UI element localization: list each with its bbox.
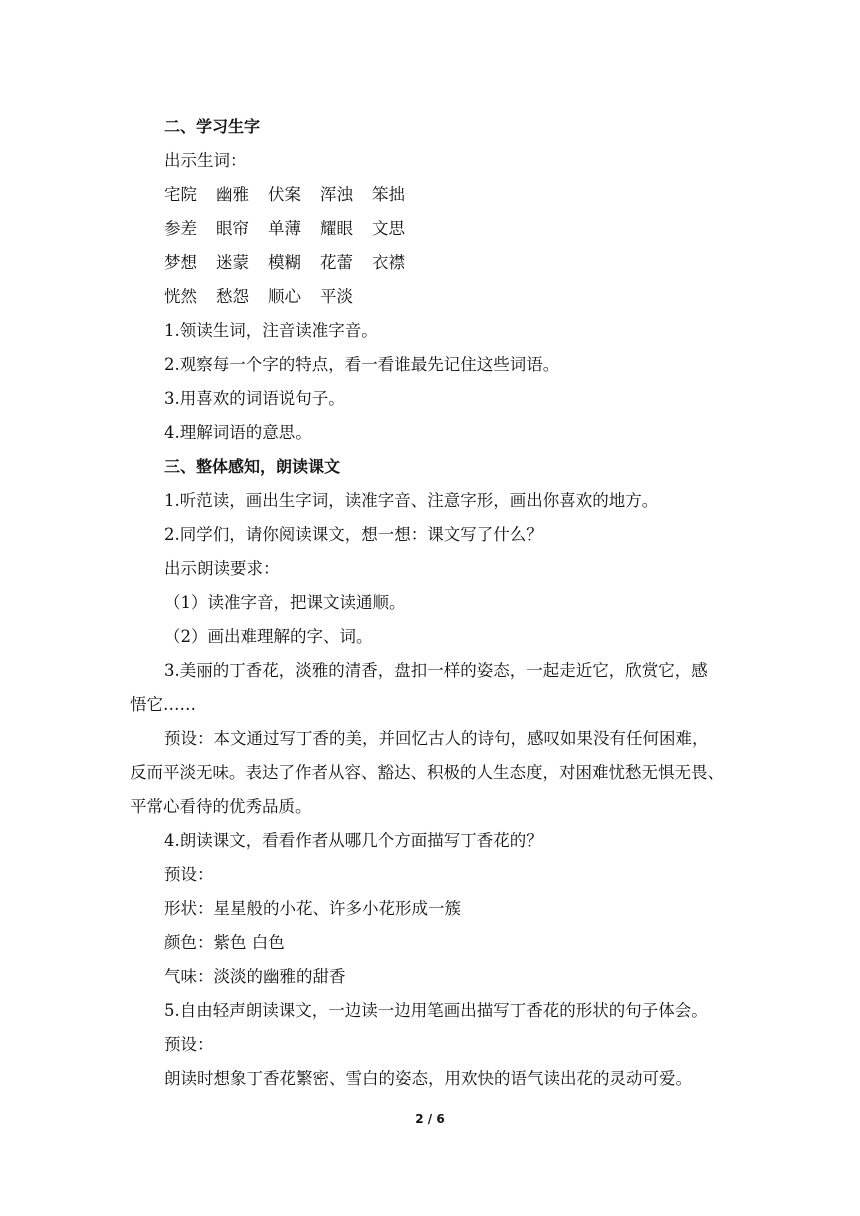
step-item: 4.朗读课文，看看作者从哪几个方面描写丁香花的？ (164, 831, 543, 850)
reading-requirements-label: 出示朗读要求： (164, 559, 280, 578)
reading-tip: 朗读时想象丁香花繁密、雪白的姿态，用欢快的语气读出花的灵动可爱。 (164, 1069, 692, 1088)
vocab-word: 顺心 (268, 287, 301, 306)
smell-description: 气味：淡淡的幽雅的甜香 (164, 967, 346, 986)
preset-label: 预设： (164, 1035, 214, 1054)
requirement-item: （1）读准字音，把课文读通顺。 (164, 593, 406, 612)
vocab-word: 宅院 (164, 185, 197, 204)
word-row (164, 178, 734, 212)
vocab-word: 幽雅 (216, 185, 249, 204)
preset-label: 预设： (164, 865, 214, 884)
preset-paragraph-line: 反而平淡无味。表达了作者从容、豁达、积极的人生态度，对困难忧愁无惧无畏、 (130, 763, 724, 782)
step-item: 2.同学们，请你阅读课文，想一想：课文写了什么？ (164, 525, 543, 544)
vocab-word: 参差 (164, 219, 197, 238)
vocab-word: 伏案 (268, 185, 301, 204)
vocab-word: 迷蒙 (216, 253, 249, 272)
vocab-word: 笨拙 (372, 185, 405, 204)
step-item-continuation: 悟它…… (130, 695, 196, 714)
vocab-word: 文思 (372, 219, 405, 238)
step-item: 4.理解词语的意思。 (164, 423, 312, 442)
requirement-item: （2）画出难理解的字、词。 (164, 627, 373, 646)
page-number: 2 / 6 (415, 1112, 445, 1126)
vocab-word: 花蕾 (320, 253, 353, 272)
word-row (164, 212, 734, 246)
vocab-word: 浑浊 (320, 185, 353, 204)
vocab-word: 耀眼 (320, 219, 353, 238)
step-item: 1.听范读，画出生字词，读准字音、注意字形，画出你喜欢的地方。 (164, 491, 659, 510)
word-row (164, 280, 734, 314)
vocab-word: 模糊 (268, 253, 301, 272)
word-row (164, 246, 734, 280)
color-description: 颜色：紫色 白色 (164, 933, 285, 952)
vocab-word: 衣襟 (372, 253, 405, 272)
step-item: 3.用喜欢的词语说句子。 (164, 389, 345, 408)
preset-paragraph-line: 预设：本文通过写丁香的美，并回忆古人的诗句，感叹如果没有任何困难， (164, 729, 709, 748)
show-words-label: 出示生词： (164, 151, 247, 170)
step-item: 5.自由轻声朗读课文，一边读一边用笔画出描写丁香花的形状的句子体会。 (164, 1001, 708, 1020)
step-item-line: 3.美丽的丁香花，淡雅的清香，盘扣一样的姿态，一起走近它，欣赏它，感 (164, 661, 708, 680)
vocab-word: 单薄 (268, 219, 301, 238)
preset-paragraph-line: 平常心看待的优秀品质。 (130, 797, 312, 816)
step-item: 1.领读生词，注音读准字音。 (164, 321, 378, 340)
vocab-word: 梦想 (164, 253, 197, 272)
shape-description: 形状：星星般的小花、许多小花形成一簇 (164, 899, 461, 918)
vocab-word: 愁怨 (216, 287, 249, 306)
vocab-word: 眼帘 (216, 219, 249, 238)
vocab-word: 平淡 (320, 287, 353, 306)
section-heading-learn-characters: 二、学习生字 (164, 117, 261, 136)
step-item: 2.观察每一个字的特点，看一看谁最先记住这些词语。 (164, 355, 560, 374)
vocab-word: 恍然 (164, 287, 197, 306)
page-content (130, 110, 734, 1096)
section-heading-overall-reading: 三、整体感知，朗读课文 (164, 457, 341, 476)
